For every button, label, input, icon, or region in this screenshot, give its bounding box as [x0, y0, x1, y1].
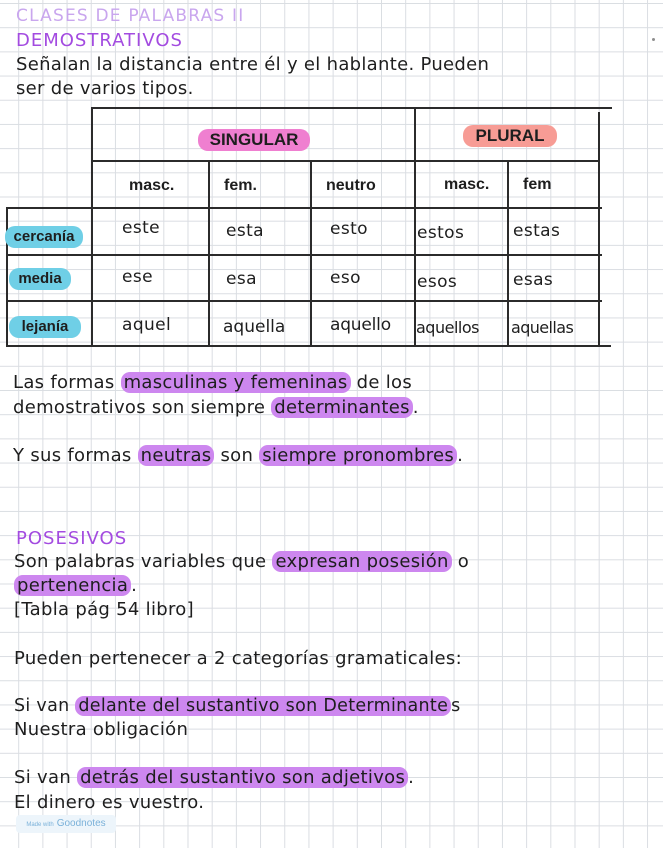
page-title: CLASES DE PALABRAS II — [16, 6, 245, 26]
table-cell: esos — [417, 272, 458, 292]
table-line — [91, 107, 93, 347]
col-header-masc-plural: masc. — [444, 176, 490, 193]
table-line — [6, 207, 602, 209]
section-title-demostrativos: DEMOSTRATIVOS — [16, 30, 183, 51]
table-cell: esas — [513, 270, 554, 290]
posesivos-line-2: pertenencia . — [14, 575, 137, 597]
posesivos-line-1: Son palabras variables que expresan posesión o — [14, 551, 470, 572]
table-cell: esto — [330, 219, 368, 239]
intro-line-2: ser de varios tipos. — [16, 78, 194, 99]
highlight: neutras — [138, 445, 215, 466]
highlight: determinantes — [271, 397, 413, 418]
note-line-1: Las formas masculinas y femeninas de los — [13, 372, 413, 393]
intro-line-1: Señalan la distancia entre él y el hablante. Pueden — [16, 54, 490, 75]
note-line-2: demostrativos son siempre determinantes . — [13, 397, 419, 418]
header-singular: SINGULAR — [198, 129, 310, 151]
highlight: siempre pronombres — [259, 445, 457, 466]
posesivos-line-7: Si van detrás del sustantivo son adjetivos . — [14, 767, 415, 788]
posesivos-line-6: Nuestra obligación — [14, 719, 189, 740]
table-line — [6, 300, 602, 302]
table-line — [310, 160, 312, 347]
table-cell: ese — [122, 267, 153, 287]
table-line — [208, 160, 210, 347]
table-cell: estas — [513, 221, 561, 241]
highlight: delante del sustantivo son Determinante — [75, 696, 451, 716]
table-cell: esa — [226, 269, 257, 289]
posesivos-line-8: El dinero es vuestro. — [14, 792, 205, 813]
table-line — [598, 112, 600, 347]
header-plural: PLURAL — [463, 125, 557, 147]
posesivos-line-4: Pueden pertenecer a 2 categorías gramaticales: — [14, 648, 462, 669]
highlight: pertenencia — [14, 575, 131, 596]
posesivos-line-5: Si van delante del sustantivo son Determinante s — [14, 696, 461, 716]
table-line — [507, 160, 509, 347]
row-label-lejania: lejanía — [9, 316, 81, 338]
highlight: masculinas y femeninas — [121, 372, 351, 393]
section-title-posesivos: POSESIVOS — [16, 528, 128, 549]
table-cell: aquellas — [511, 318, 574, 337]
goodnotes-badge: Made with Goodnotes — [16, 815, 116, 833]
table-cell: esta — [226, 221, 264, 241]
table-cell: aquellos — [416, 318, 479, 337]
row-label-cercania: cercanía — [5, 226, 83, 248]
col-header-fem-singular: fem. — [224, 177, 257, 194]
table-cell: eso — [330, 268, 361, 288]
row-label-media: media — [9, 268, 71, 290]
table-cell: este — [122, 218, 161, 238]
highlight: detrás del sustantivo son adjetivos — [77, 767, 408, 788]
col-header-neutro: neutro — [326, 177, 376, 194]
note-line-3: Y sus formas neutras son siempre pronombres . — [13, 445, 464, 466]
col-header-masc-singular: masc. — [129, 177, 175, 194]
table-cell: estos — [417, 223, 465, 243]
table-line — [6, 345, 611, 347]
table-line — [6, 254, 602, 256]
table-line — [414, 107, 416, 347]
table-line — [92, 107, 612, 109]
table-cell: aquella — [223, 317, 286, 337]
table-cell: aquel — [122, 315, 172, 335]
col-header-fem-plural: fem — [523, 176, 552, 193]
highlight: expresan posesión — [272, 551, 451, 572]
posesivos-line-3: [Tabla pág 54 libro] — [14, 599, 194, 620]
page-marker-dot — [652, 38, 655, 41]
table-cell: aquello — [330, 315, 391, 335]
table-line — [92, 160, 600, 162]
